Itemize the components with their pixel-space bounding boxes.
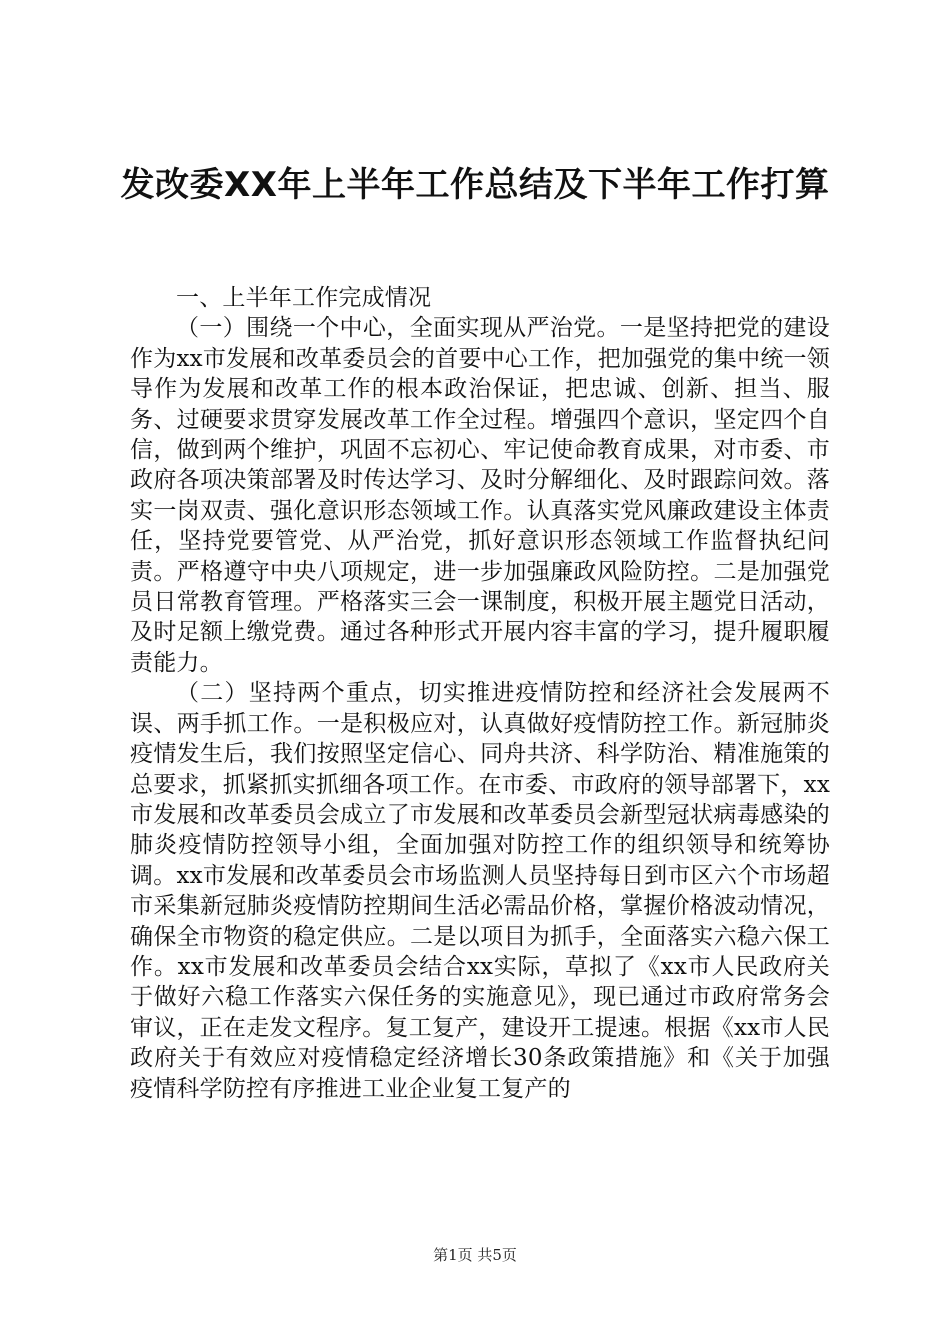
document-body — [130, 283, 830, 1104]
paragraph-2: （二）坚持两个重点，切实推进疫情防控和经济社会发展两不误、两手抓工作。一是积极应对，认真做好疫情防控工作。新冠肺炎疫情发生后，我们按照坚定信心、同舟共济、科学防治、精准施策的总要求，抓紧抓实抓细各项工作。在市委、市政府的领导部署下，xx市发展和改革委员会成立了市发展和改革委员会新型冠状病毒感染的肺炎疫情防控领导小组，全面加强对防控工作的组织领导和统筹协调。xx市发展和改革委员会市场监测人员坚持每日到市区六个市场超市采集新冠肺炎疫情防控期间生活必需品价格，掌握价格波动情况，确保全市物资的稳定供应。二是以项目为抓手，全面落实六稳六保工作。xx市发展和改革委员会结合xx实际，草拟了《xx市人民政府关于做好六稳工作落实六保任务的实施意见》，现已通过市政府常务会审议，正在走发文程序。复工复产，建设开工提速。根据《xx市人民政府关于有效应对疫情稳定经济增长30条政策措施》和《关于加强疫情科学防控有序推进工业企业复工复产的 — [130, 680, 830, 1102]
document-title: 发改委XX年上半年工作总结及下半年工作打算 — [120, 165, 830, 205]
section-heading: 一、上半年工作完成情况 — [176, 285, 432, 311]
paragraph-1: （一）围绕一个中心，全面实现从严治党。一是坚持把党的建设作为xx市发展和改革委员会的首要中心工作，把加强党的集中统一领导作为发展和改革工作的根本政治保证，把忠诚、创新、担当、服务、过硬要求贯穿发展改革工作全过程。增强四个意识，坚定四个自信，做到两个维护，巩固不忘初心、牢记使命教育成果，对市委、市政府各项决策部署及时传达学习、及时分解细化、及时跟踪问效。落实一岗双责、强化意识形态领域工作。认真落实党风廉政建设主体责任，坚持党要管党、从严治党，抓好意识形态领域工作监督执纪问责。严格遵守中央八项规定，进一步加强廉政风险防控。二是加强党员日常教育管理。严格落实三会一课制度，积极开展主题党日活动，及时足额上缴党费。通过各种形式开展内容丰富的学习，提升履职履责能力。 — [130, 315, 830, 676]
page-footer: 第1页 共5页 — [433, 1246, 517, 1264]
